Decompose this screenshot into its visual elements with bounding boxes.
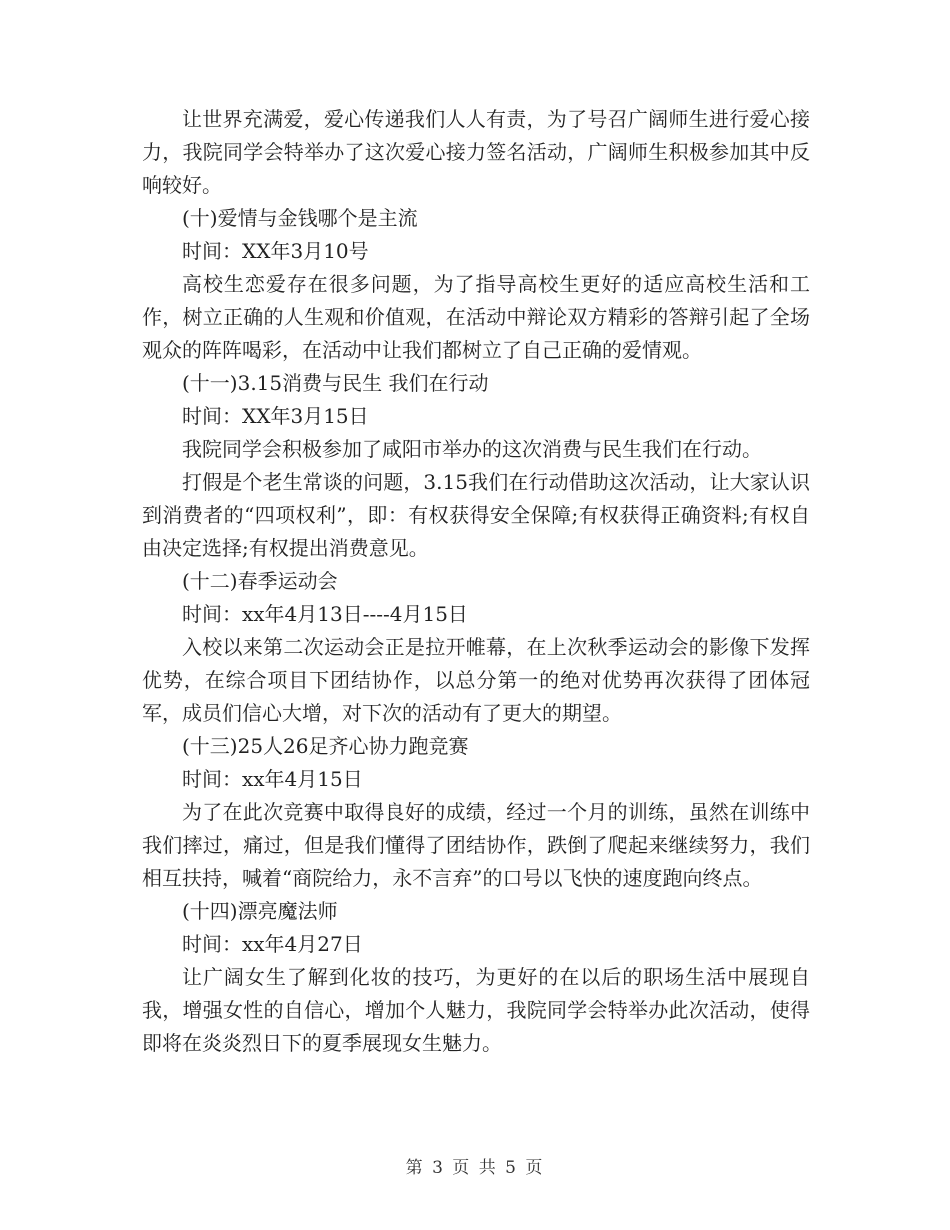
paragraph-consumer-1: 我院同学会积极参加了咸阳市举办的这次消费与民生我们在行动。: [182, 437, 762, 461]
section-heading-11: (十一)3.15消费与民生 我们在行动: [182, 371, 489, 395]
paragraph-race: 为了在此次竞赛中取得良好的成绩，经过一个月的训练，虽然在训练中我们摔过，痛过，但是我们懂得了团结协作，跌倒了爬起来继续努力，我们相互扶持，喊着“商院给力，永不言弃”的口号以飞快的速度跑向终点。: [142, 800, 810, 890]
paragraph-love-relay: 让世界充满爱，爱心传递我们人人有责，为了号召广阔师生进行爱心接力，我院同学会特举办了这次爱心接力签名活动，广阔师生积极参加其中反响较好。: [142, 107, 810, 197]
section-heading-13: (十三)25人26足齐心协力跑竞赛: [182, 734, 469, 758]
section-date-10: 时间：XX年3月10号: [182, 239, 369, 263]
section-date-14: 时间：xx年4月27日: [182, 932, 363, 956]
section-heading-14: (十四)漂亮魔法师: [182, 899, 338, 923]
section-date-13: 时间：xx年4月15日: [182, 767, 363, 791]
section-heading-12: (十二)春季运动会: [182, 569, 338, 593]
paragraph-makeup: 让广阔女生了解到化妆的技巧，为更好的在以后的职场生活中展现自我，增强女性的自信心，增加个人魅力，我院同学会特举办此次活动，使得即将在炎炎烈日下的夏季展现女生魅力。: [142, 965, 810, 1055]
paragraph-consumer-2: 打假是个老生常谈的问题，3.15我们在行动借助这次活动，让大家认识到消费者的“四项权利”，即：有权获得安全保障;有权获得正确资料;有权自由决定选择;有权提出消费意见。: [142, 470, 810, 560]
paragraph-sports-meet: 入校以来第二次运动会正是拉开帷幕，在上次秋季运动会的影像下发挥优势，在综合项目下团结协作，以总分第一的绝对优势再次获得了团体冠军，成员们信心大增，对下次的活动有了更大的期望。: [142, 635, 810, 725]
page-number-footer: 第 3 页 共 5 页: [405, 1158, 545, 1178]
section-heading-10: (十)爱情与金钱哪个是主流: [182, 206, 418, 230]
paragraph-debate: 高校生恋爱存在很多问题，为了指导高校生更好的适应高校生活和工作，树立正确的人生观和价值观，在活动中辩论双方精彩的答辩引起了全场观众的阵阵喝彩，在活动中让我们都树立了自己正确的爱情观。: [142, 272, 810, 362]
section-date-12: 时间：xx年4月13日----4月15日: [182, 602, 468, 626]
document-body: [142, 103, 810, 1060]
section-date-11: 时间：XX年3月15日: [182, 404, 369, 428]
